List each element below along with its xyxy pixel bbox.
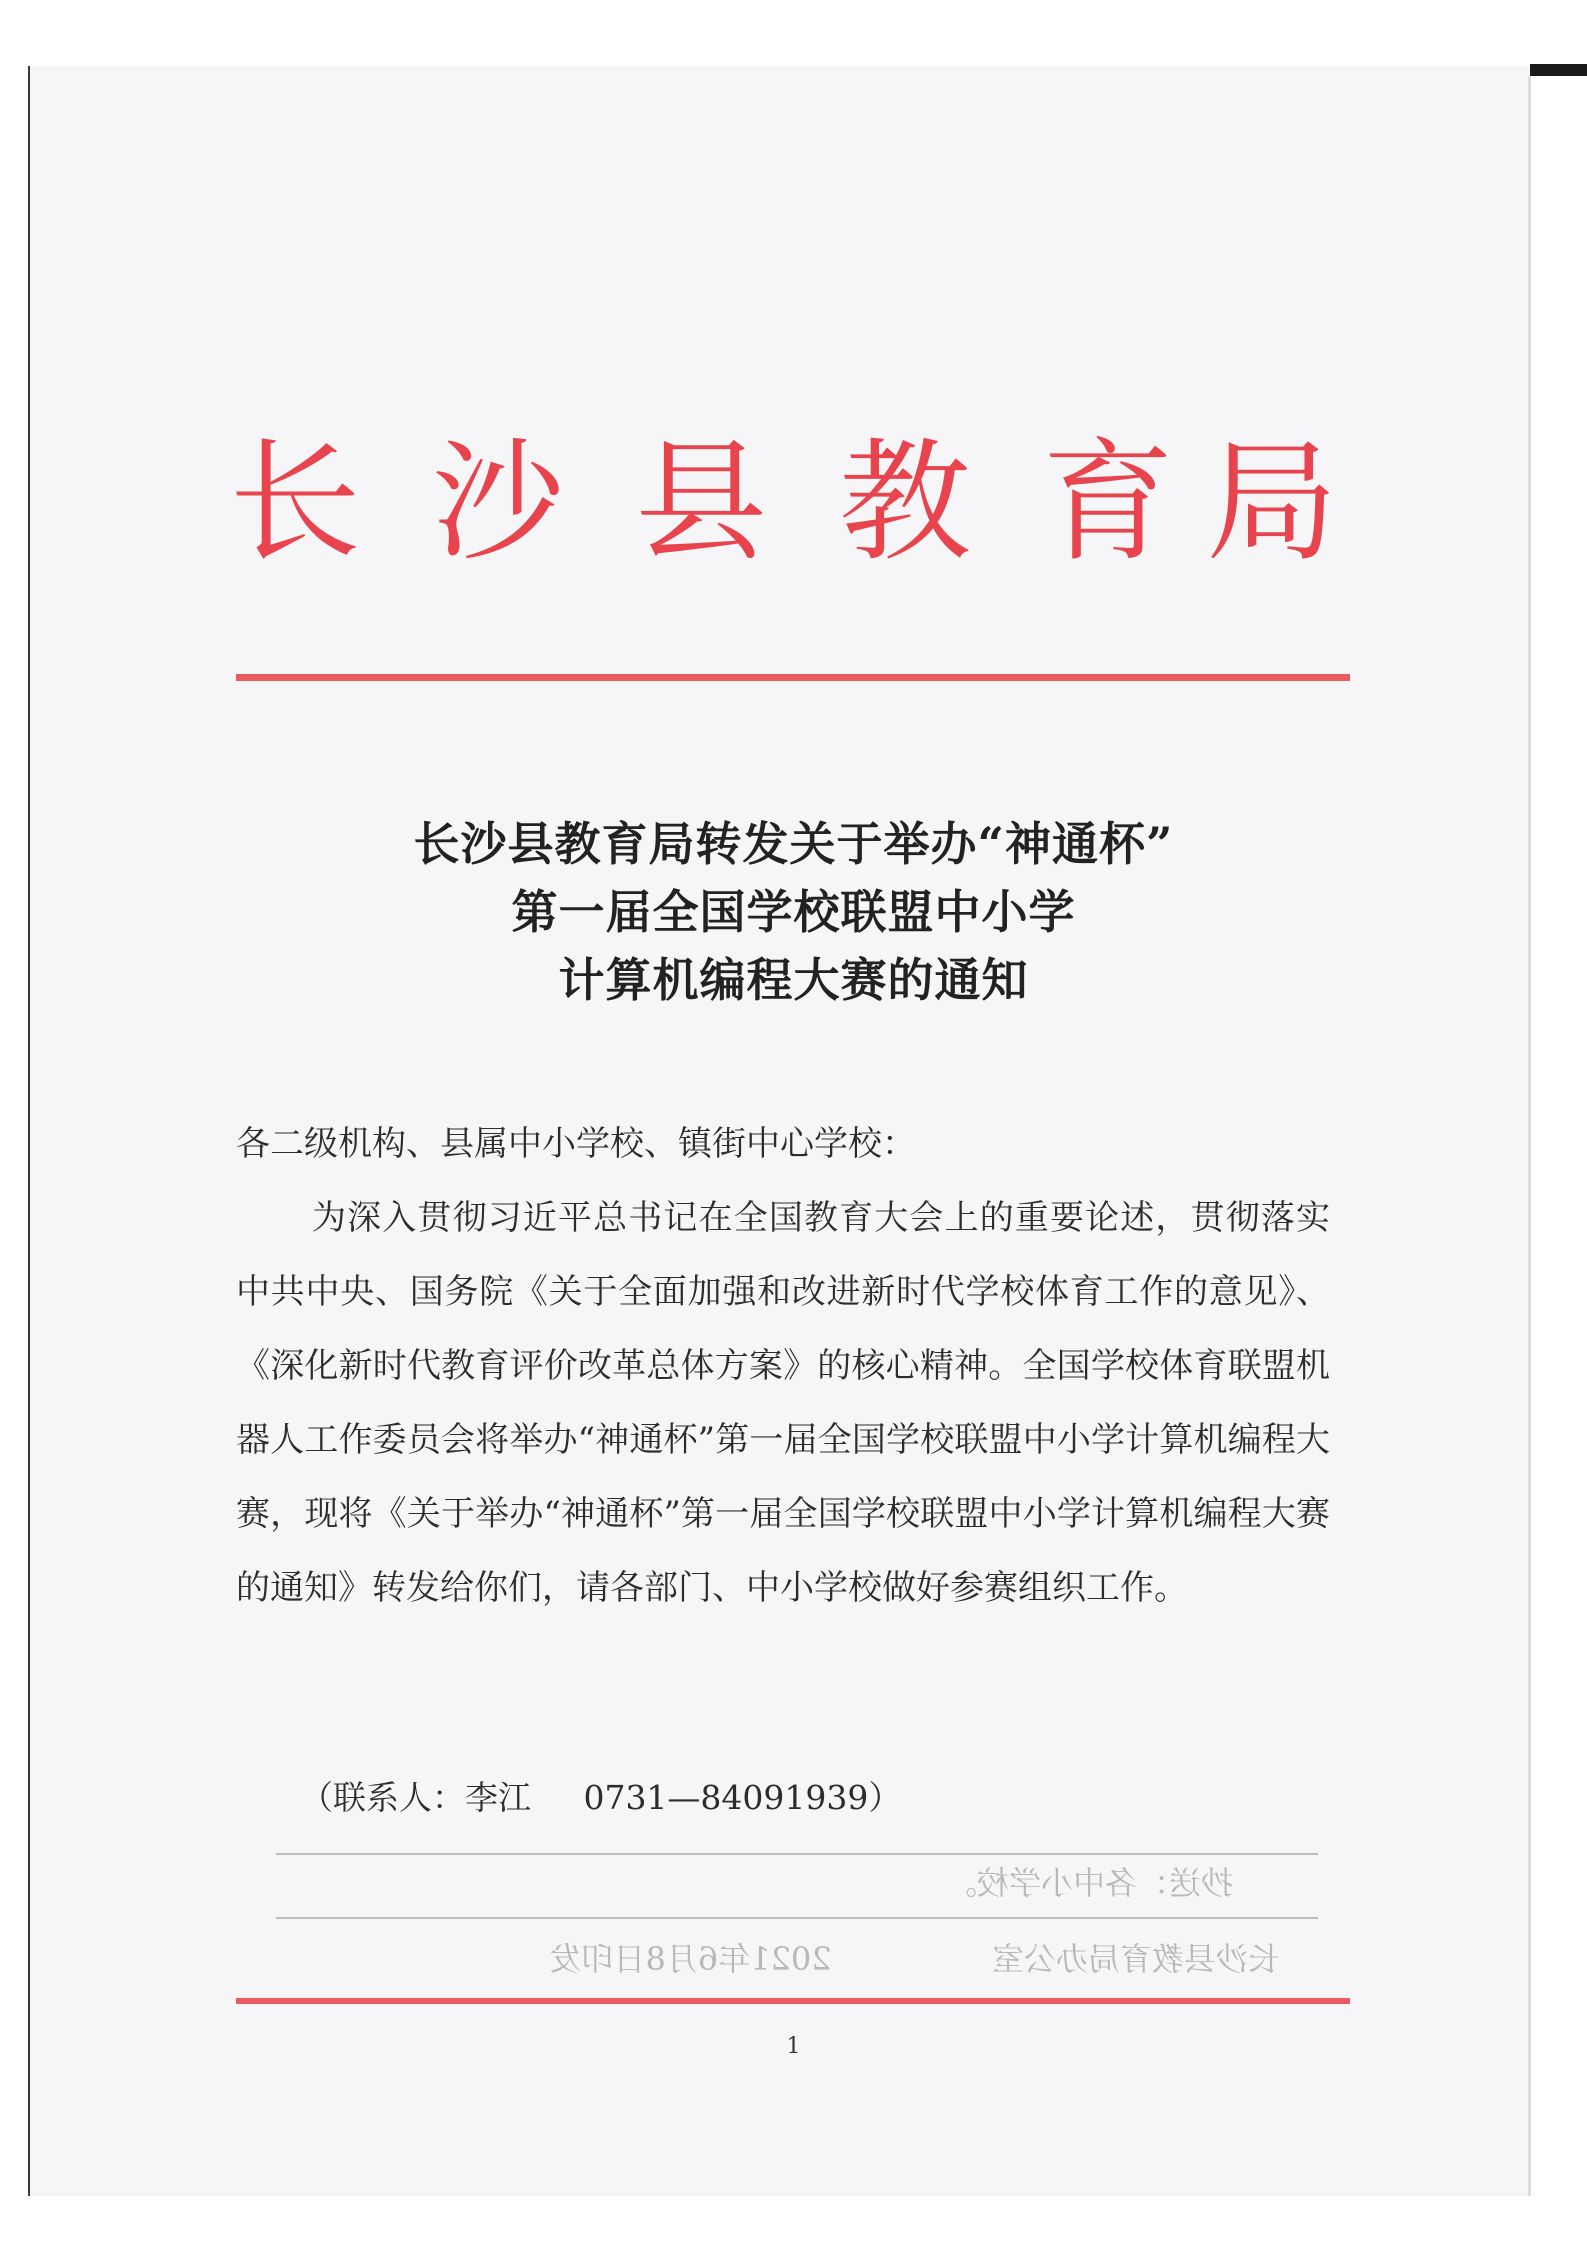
cc-line: 抄送：各中小学校。: [945, 1864, 1234, 1902]
scan-edge-mark: [1530, 64, 1587, 76]
issue-date: 2021年6月8日印发: [549, 1940, 832, 1978]
document-title: [0, 810, 1587, 1014]
scan-edge-line: [1528, 76, 1531, 2196]
body-paragraph: 为深入贯彻习近平总书记在全国教育大会上的重要论述，贯彻落实中共中央、国务院《关于全面加强和改进新时代学校体育工作的意见》、《深化新时代教育评价改革总体方案》的核心精神。全国学校体育联盟机器人工作委员会将举办“神通杯”第一届全国学校联盟中小学计算机编程大赛，现将《关于举办“神通杯”第一届全国学校联盟中小学计算机编程大赛的通知》转发给你们，请各部门、中小学校做好参赛组织工作。: [236, 1198, 1330, 1608]
title-line: 第一届全国学校联盟中小学: [511, 885, 1076, 939]
issuing-office: 长沙县教育局办公室: [991, 1940, 1280, 1978]
document-body: [236, 1107, 1330, 1625]
title-line: 计算机编程大赛的通知: [558, 953, 1029, 1007]
publication-line: [390, 1934, 1280, 1980]
page-number: 1: [786, 2034, 801, 2059]
masthead-char: 沙: [432, 426, 564, 580]
masthead-char: 局: [1206, 426, 1338, 580]
salutation: 各二级机构、县属中小学校、镇街中心学校：: [236, 1124, 916, 1164]
title-line: 长沙县教育局转发关于举办“神通杯”: [413, 817, 1174, 871]
footer-rule-middle: [276, 1917, 1318, 1919]
footer-rule: [236, 1998, 1350, 2004]
masthead-char: 县: [635, 426, 767, 580]
contact-line: （联系人：李江 0731—84091939）: [300, 1778, 902, 1817]
masthead-char: 长: [229, 426, 361, 580]
masthead-rule: [236, 674, 1350, 681]
masthead-char: 育: [1042, 426, 1174, 580]
masthead: [0, 428, 1587, 578]
masthead-char: 教: [839, 426, 971, 580]
footer-rule-top: [276, 1853, 1318, 1855]
